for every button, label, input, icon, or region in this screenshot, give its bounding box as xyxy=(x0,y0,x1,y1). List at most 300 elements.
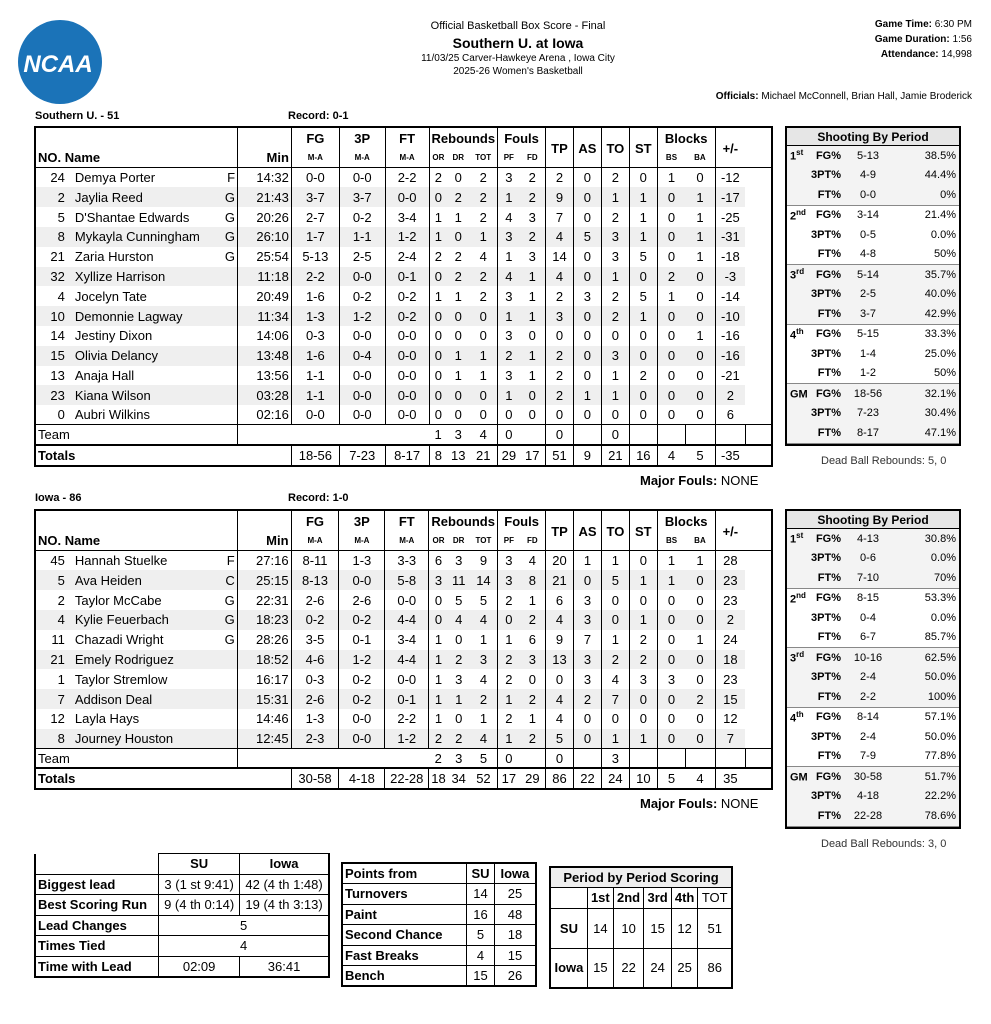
fg-row xyxy=(787,265,959,285)
game-stat-label: Biggest lead xyxy=(35,874,159,895)
period-shooting-block xyxy=(787,384,959,444)
ft: 4-4 xyxy=(385,610,429,630)
personal-fouls: 1 xyxy=(498,247,520,267)
points-from-table xyxy=(341,862,537,987)
personal-fouls: 0 xyxy=(498,610,520,630)
tp-label: 3PT% xyxy=(811,730,841,743)
blank-header xyxy=(36,511,237,531)
totals-label: Totals xyxy=(38,447,76,463)
game-stats-header xyxy=(35,854,329,875)
defensive-rebounds: 0 xyxy=(447,227,469,247)
defensive-rebounds: 2 xyxy=(454,249,462,265)
plus-minus: -21 xyxy=(715,366,745,386)
plus-minus: -3 xyxy=(715,267,745,287)
3p: 0-0 xyxy=(339,709,385,729)
ft-percentage: 70% xyxy=(933,571,956,584)
period-header: 2nd xyxy=(613,888,644,909)
total-stat: 7-23 xyxy=(339,445,385,465)
player-number: 13 xyxy=(50,367,65,383)
blocks: 1 xyxy=(657,570,685,590)
blocks-against: 0 xyxy=(696,711,704,727)
steals: 2 xyxy=(629,366,657,386)
blocks-against: 0 xyxy=(696,367,704,383)
period-label xyxy=(787,591,809,606)
header-row-1 xyxy=(36,128,771,148)
player-name: Aubri Wilkins xyxy=(74,407,150,423)
ft: 0-1 xyxy=(385,267,429,287)
fg-percentage: 62.5% xyxy=(924,651,956,664)
ft-label: FT% xyxy=(817,367,841,380)
blocks-against: 1 xyxy=(685,227,715,247)
fg-made-attempted: 4-13 xyxy=(856,532,880,545)
3p: 0-0 xyxy=(339,570,385,590)
blocks-against: 0 xyxy=(685,729,715,749)
period-shooting-block xyxy=(787,265,959,325)
team-stat: 0 xyxy=(546,425,574,445)
total-stat: 5 xyxy=(657,768,685,788)
player-number: 8 xyxy=(36,729,67,749)
player-number: 4 xyxy=(57,288,65,304)
fg: 1-1 xyxy=(291,366,339,386)
player-name: Kiana Wilson xyxy=(74,387,151,403)
plus-minus: 23 xyxy=(715,669,745,689)
ba-header: BA xyxy=(694,152,706,162)
blocks-against: 0 xyxy=(685,346,715,366)
plus-minus: 28 xyxy=(715,551,745,571)
period-score: 51 xyxy=(698,908,732,948)
ft: 3-4 xyxy=(385,630,429,650)
period-score: 15 xyxy=(644,908,671,948)
fg: 1-3 xyxy=(291,709,339,729)
assists: 3 xyxy=(574,650,602,670)
tp-row xyxy=(787,727,959,747)
total-rebounds: 2 xyxy=(479,288,487,304)
fouls-drawn: 1 xyxy=(528,711,536,727)
total-rebounds: 0 xyxy=(479,328,487,344)
blocks: 0 xyxy=(657,650,685,670)
offensive-rebounds: 2 xyxy=(429,168,447,188)
as-header: AS xyxy=(573,128,601,168)
total-points: 6 xyxy=(546,590,574,610)
3p: 0-4 xyxy=(339,346,385,366)
period-scoring-row xyxy=(550,948,732,988)
team-label: Team xyxy=(38,427,70,443)
ft: 0-0 xyxy=(385,590,429,610)
team-stat: 5 xyxy=(479,750,488,766)
player-row xyxy=(36,346,771,366)
assists: 0 xyxy=(574,729,602,749)
personal-fouls: 3 xyxy=(498,366,520,386)
season-line: 2025-26 Women's Basketball xyxy=(453,66,583,77)
ft-row xyxy=(787,304,959,324)
venue-line: 11/03/25 Carver-Hawkeye Arena , Iowa City xyxy=(421,53,615,64)
blank xyxy=(385,749,429,769)
ft: 0-2 xyxy=(385,306,429,326)
tp-made-attempted: 1-4 xyxy=(860,347,876,360)
period-number: 2 xyxy=(790,210,797,223)
tp-row xyxy=(787,787,959,807)
player-position: C xyxy=(225,572,235,588)
offensive-rebounds: 3 xyxy=(429,570,448,590)
period-label xyxy=(787,267,809,282)
player-name: Xyllize Harrison xyxy=(74,268,166,284)
period-score: 12 xyxy=(671,908,698,948)
total-points: 9 xyxy=(546,630,574,650)
southern-record: Record: 0-1 xyxy=(288,110,349,122)
total-points: 4 xyxy=(546,267,574,287)
total-stat: 29 xyxy=(525,771,540,787)
player-position: G xyxy=(224,209,236,225)
points-category: Fast Breaks xyxy=(342,945,467,966)
total-rebounds: 4 xyxy=(470,729,498,749)
player-name-cell xyxy=(67,729,237,749)
period-shooting-block xyxy=(787,767,959,827)
points-value: 4 xyxy=(467,945,495,966)
total-stat: 8-17 xyxy=(385,445,429,465)
major-fouls-label: Major Fouls: xyxy=(640,473,718,488)
steals: 2 xyxy=(629,650,657,670)
defensive-rebounds: 1 xyxy=(447,346,469,366)
period-scoring-title-row xyxy=(550,867,732,888)
blank xyxy=(385,425,429,445)
defensive-rebounds: 11 xyxy=(448,570,470,590)
period-number: GM xyxy=(790,772,808,785)
player-name: Anaja Hall xyxy=(74,367,135,383)
ft-label: FT% xyxy=(817,571,841,584)
ft: 5-8 xyxy=(385,570,429,590)
turnovers: 5 xyxy=(601,570,629,590)
plusminus-header: +/- xyxy=(715,128,745,168)
period-number: 1 xyxy=(790,151,797,164)
ft-made-attempted: 22-28 xyxy=(853,809,883,822)
tp-made-attempted: 4-9 xyxy=(860,169,876,182)
fouls-drawn: 2 xyxy=(520,729,546,749)
game-stat-su: 3 (1 st 9:41) xyxy=(159,874,240,895)
rebounds-header: Rebounds xyxy=(429,511,498,531)
blocks: 0 xyxy=(657,590,685,610)
3p: 2-6 xyxy=(339,590,385,610)
blocks: 3 xyxy=(657,669,685,689)
ft-row xyxy=(787,364,959,384)
fouls-drawn: 4 xyxy=(528,553,536,569)
shooting-by-period-title: Shooting By Period xyxy=(787,128,959,146)
rebounds-header: Rebounds xyxy=(429,128,498,148)
team-stat xyxy=(520,749,546,769)
team-stat xyxy=(573,425,601,445)
fouls-header: Fouls xyxy=(498,511,546,531)
fd-header: FD xyxy=(527,535,538,545)
steals: 1 xyxy=(629,306,657,326)
no-name-header: NO. Name xyxy=(38,149,101,165)
total-points: 2 xyxy=(546,286,574,306)
turnovers: 1 xyxy=(601,187,629,207)
player-number: 11 xyxy=(51,632,65,648)
tp-made-attempted: 4-18 xyxy=(856,790,880,803)
total-rebounds: 2 xyxy=(479,170,487,186)
points-value: 15 xyxy=(467,966,495,987)
turnovers: 2 xyxy=(601,306,629,326)
3p: 0-0 xyxy=(339,366,385,386)
min-header: Min xyxy=(238,148,292,168)
blocks: 0 xyxy=(657,709,685,729)
ft-row xyxy=(787,568,959,588)
major-fouls-value: NONE xyxy=(720,796,759,811)
plus-minus: 2 xyxy=(715,610,745,630)
period-score: 24 xyxy=(644,948,671,988)
personal-fouls: 4 xyxy=(498,207,520,227)
game-stat-label: Best Scoring Run xyxy=(35,895,159,916)
tp-header: TP xyxy=(546,511,574,551)
points-category: Turnovers xyxy=(342,884,467,905)
blocks: 0 xyxy=(657,729,685,749)
assists: 0 xyxy=(573,346,601,366)
blocks: 0 xyxy=(657,385,685,405)
turnovers: 2 xyxy=(601,168,629,188)
period-number: 3 xyxy=(790,270,797,283)
total-points: 0 xyxy=(546,405,574,425)
offensive-rebounds: 0 xyxy=(429,385,447,405)
points-value: 15 xyxy=(494,945,536,966)
assists: 5 xyxy=(573,227,601,247)
ft: 0-1 xyxy=(385,689,429,709)
blocks-against: 1 xyxy=(696,209,704,225)
total-points: 2 xyxy=(546,346,574,366)
assists: 0 xyxy=(574,570,602,590)
fg: 5-13 xyxy=(291,247,339,267)
minutes: 28:26 xyxy=(237,630,291,650)
turnovers: 0 xyxy=(601,709,629,729)
blank xyxy=(629,425,657,445)
3p: 1-1 xyxy=(339,227,385,247)
period-number: 2 xyxy=(790,593,797,606)
points-from-row xyxy=(342,966,536,987)
fg-row xyxy=(787,529,959,549)
fg-label: FG% xyxy=(815,651,841,664)
personal-fouls: 3 xyxy=(498,227,520,247)
personal-fouls: 1 xyxy=(498,306,520,326)
tp-made-attempted: 2-5 xyxy=(860,288,876,301)
assists: 0 xyxy=(573,306,601,326)
offensive-rebounds: 1 xyxy=(429,630,448,650)
period-label xyxy=(787,710,809,725)
tp-row xyxy=(787,166,959,186)
turnovers: 1 xyxy=(601,551,629,571)
ft: 0-0 xyxy=(385,669,429,689)
defensive-rebounds: 2 xyxy=(448,650,470,670)
turnovers: 1 xyxy=(601,729,629,749)
blocks-against: 0 xyxy=(685,306,715,326)
ft-label: FT% xyxy=(817,690,841,703)
turnovers: 1 xyxy=(601,385,629,405)
fg: 1-6 xyxy=(291,286,339,306)
player-name: Addison Deal xyxy=(74,691,153,707)
fg-label: FG% xyxy=(815,711,841,724)
player-row xyxy=(36,227,771,247)
total-stat: 18-56 xyxy=(291,445,339,465)
fouls-header: Fouls xyxy=(498,128,546,148)
ft-percentage: 78.6% xyxy=(924,809,956,822)
pf-header: PF xyxy=(498,148,520,168)
fg: 0-2 xyxy=(291,610,339,630)
shooting-by-period-title: Shooting By Period xyxy=(787,511,959,529)
total-stat: 51 xyxy=(546,445,574,465)
player-name: Olivia Delancy xyxy=(74,348,158,364)
tp-percentage: 44.4% xyxy=(924,169,956,182)
player-name-cell xyxy=(67,247,238,267)
period-label xyxy=(787,148,809,163)
player-number: 7 xyxy=(36,689,67,709)
steals: 0 xyxy=(629,385,657,405)
player-name-cell xyxy=(67,366,238,386)
period-suffix: nd xyxy=(796,207,806,217)
assists: 7 xyxy=(574,630,602,650)
period-header: 1st xyxy=(587,888,613,909)
fg-row xyxy=(787,206,959,226)
defensive-rebounds: 2 xyxy=(448,729,470,749)
fg-label: FG% xyxy=(815,592,841,605)
minutes: 15:31 xyxy=(237,689,291,709)
player-name-cell xyxy=(67,610,237,630)
total-stat: 18 xyxy=(429,768,448,788)
ft-percentage: 50% xyxy=(933,367,956,380)
fg-label: FG% xyxy=(815,770,841,783)
fg: 0-3 xyxy=(291,326,339,346)
defensive-rebounds: 0 xyxy=(454,170,462,186)
box-score-table xyxy=(36,511,771,788)
offensive-rebounds: 0 xyxy=(429,366,447,386)
3p: 3-7 xyxy=(339,187,385,207)
points-from-header-cell: Points from xyxy=(342,863,467,884)
blocks: 0 xyxy=(657,326,685,346)
player-name-cell xyxy=(67,405,238,425)
total-rebounds: 2 xyxy=(479,209,487,225)
total-points: 0 xyxy=(546,326,574,346)
tp-percentage: 25.0% xyxy=(924,347,956,360)
player-number: 21 xyxy=(36,650,67,670)
blocks: 0 xyxy=(657,405,685,425)
officials-names: Michael McConnell, Brian Hall, Jamie Broderick xyxy=(761,91,972,102)
blocks-against: 0 xyxy=(696,288,704,304)
blank xyxy=(629,749,657,769)
player-position: G xyxy=(224,229,236,245)
plus-minus: -17 xyxy=(715,187,745,207)
player-name-cell xyxy=(67,187,238,207)
total-stat: 4 xyxy=(696,771,704,787)
fg-row xyxy=(787,648,959,668)
steals: 5 xyxy=(629,286,657,306)
personal-fouls: 2 xyxy=(498,590,520,610)
fouls-drawn: 1 xyxy=(520,346,546,366)
tp-made-attempted: 2-4 xyxy=(860,730,876,743)
turnovers: 0 xyxy=(601,326,629,346)
ft-percentage: 100% xyxy=(927,690,956,703)
fg-made-attempted: 5-14 xyxy=(856,268,880,281)
minutes: 03:28 xyxy=(238,385,292,405)
player-number: 8 xyxy=(36,227,67,247)
plus-minus: 23 xyxy=(715,590,745,610)
blocks-against: 0 xyxy=(696,170,704,186)
minutes: 20:49 xyxy=(238,286,292,306)
steals: 2 xyxy=(629,630,657,650)
iowa-shooting-by-period xyxy=(785,509,961,829)
blank-header xyxy=(36,128,238,148)
player-name-cell xyxy=(67,551,237,571)
period-team: SU xyxy=(550,908,587,948)
total-stat: 21 xyxy=(601,445,629,465)
offensive-rebounds: 0 xyxy=(429,610,448,630)
fg-header: FG xyxy=(291,128,339,148)
period-label xyxy=(787,208,809,223)
fouls-drawn: 1 xyxy=(528,367,536,383)
defensive-rebounds: 3 xyxy=(455,553,463,569)
tp-percentage: 0.0% xyxy=(930,611,956,624)
assists: 0 xyxy=(573,326,601,346)
blank xyxy=(550,888,587,909)
blocks-against: 1 xyxy=(696,553,704,569)
player-row xyxy=(36,551,771,571)
ft: 3-3 xyxy=(385,551,429,571)
offensive-rebounds: 0 xyxy=(429,346,447,366)
total-stat: 22-28 xyxy=(385,768,429,788)
personal-fouls: 3 xyxy=(498,168,520,188)
fg-percentage: 32.1% xyxy=(924,387,956,400)
minutes: 14:32 xyxy=(238,168,292,188)
period-header: 4th xyxy=(671,888,698,909)
ft-row xyxy=(787,806,959,826)
total-stat: 35 xyxy=(715,768,745,788)
fg: 8-11 xyxy=(291,551,339,571)
offensive-rebounds: 0 xyxy=(429,306,447,326)
blank xyxy=(657,425,685,445)
game-time: 6:30 PM xyxy=(934,19,972,30)
ft-percentage: 47.1% xyxy=(924,426,956,439)
ft-made-attempted: 3-7 xyxy=(860,307,876,320)
fouls-drawn: 2 xyxy=(520,610,546,630)
total-points: 0 xyxy=(546,669,574,689)
3p: 1-2 xyxy=(339,306,385,326)
ft-label: FT% xyxy=(817,631,841,644)
southern-dead-ball: Dead Ball Rebounds: 5, 0 xyxy=(821,455,947,467)
ft-label: FT% xyxy=(817,750,841,763)
fg: 4-6 xyxy=(291,650,339,670)
player-number: 5 xyxy=(57,209,65,225)
fouls-drawn: 8 xyxy=(520,570,546,590)
ft: 4-4 xyxy=(385,650,429,670)
ft: 2-2 xyxy=(385,709,429,729)
player-position: F xyxy=(227,170,236,186)
assists: 3 xyxy=(573,286,601,306)
fg-row xyxy=(787,384,959,404)
steals: 0 xyxy=(629,267,657,287)
tp-percentage: 50.0% xyxy=(924,671,956,684)
tp-header: TP xyxy=(546,128,574,168)
3p: 0-0 xyxy=(339,267,385,287)
defensive-rebounds: 3 xyxy=(455,671,463,687)
blank xyxy=(745,749,771,769)
player-row xyxy=(36,366,771,386)
player-number: 4 xyxy=(36,610,67,630)
offensive-rebounds: 0 xyxy=(429,187,447,207)
total-stat: 52 xyxy=(476,771,491,787)
personal-fouls: 2 xyxy=(498,346,520,366)
fouls-drawn: 2 xyxy=(520,227,546,247)
player-name: Layla Hays xyxy=(74,711,140,727)
period-score: 25 xyxy=(671,948,698,988)
turnovers: 1 xyxy=(601,267,629,287)
plus-minus: 15 xyxy=(715,689,745,709)
fg-made-attempted: 3-14 xyxy=(856,209,880,222)
blank xyxy=(657,749,685,769)
